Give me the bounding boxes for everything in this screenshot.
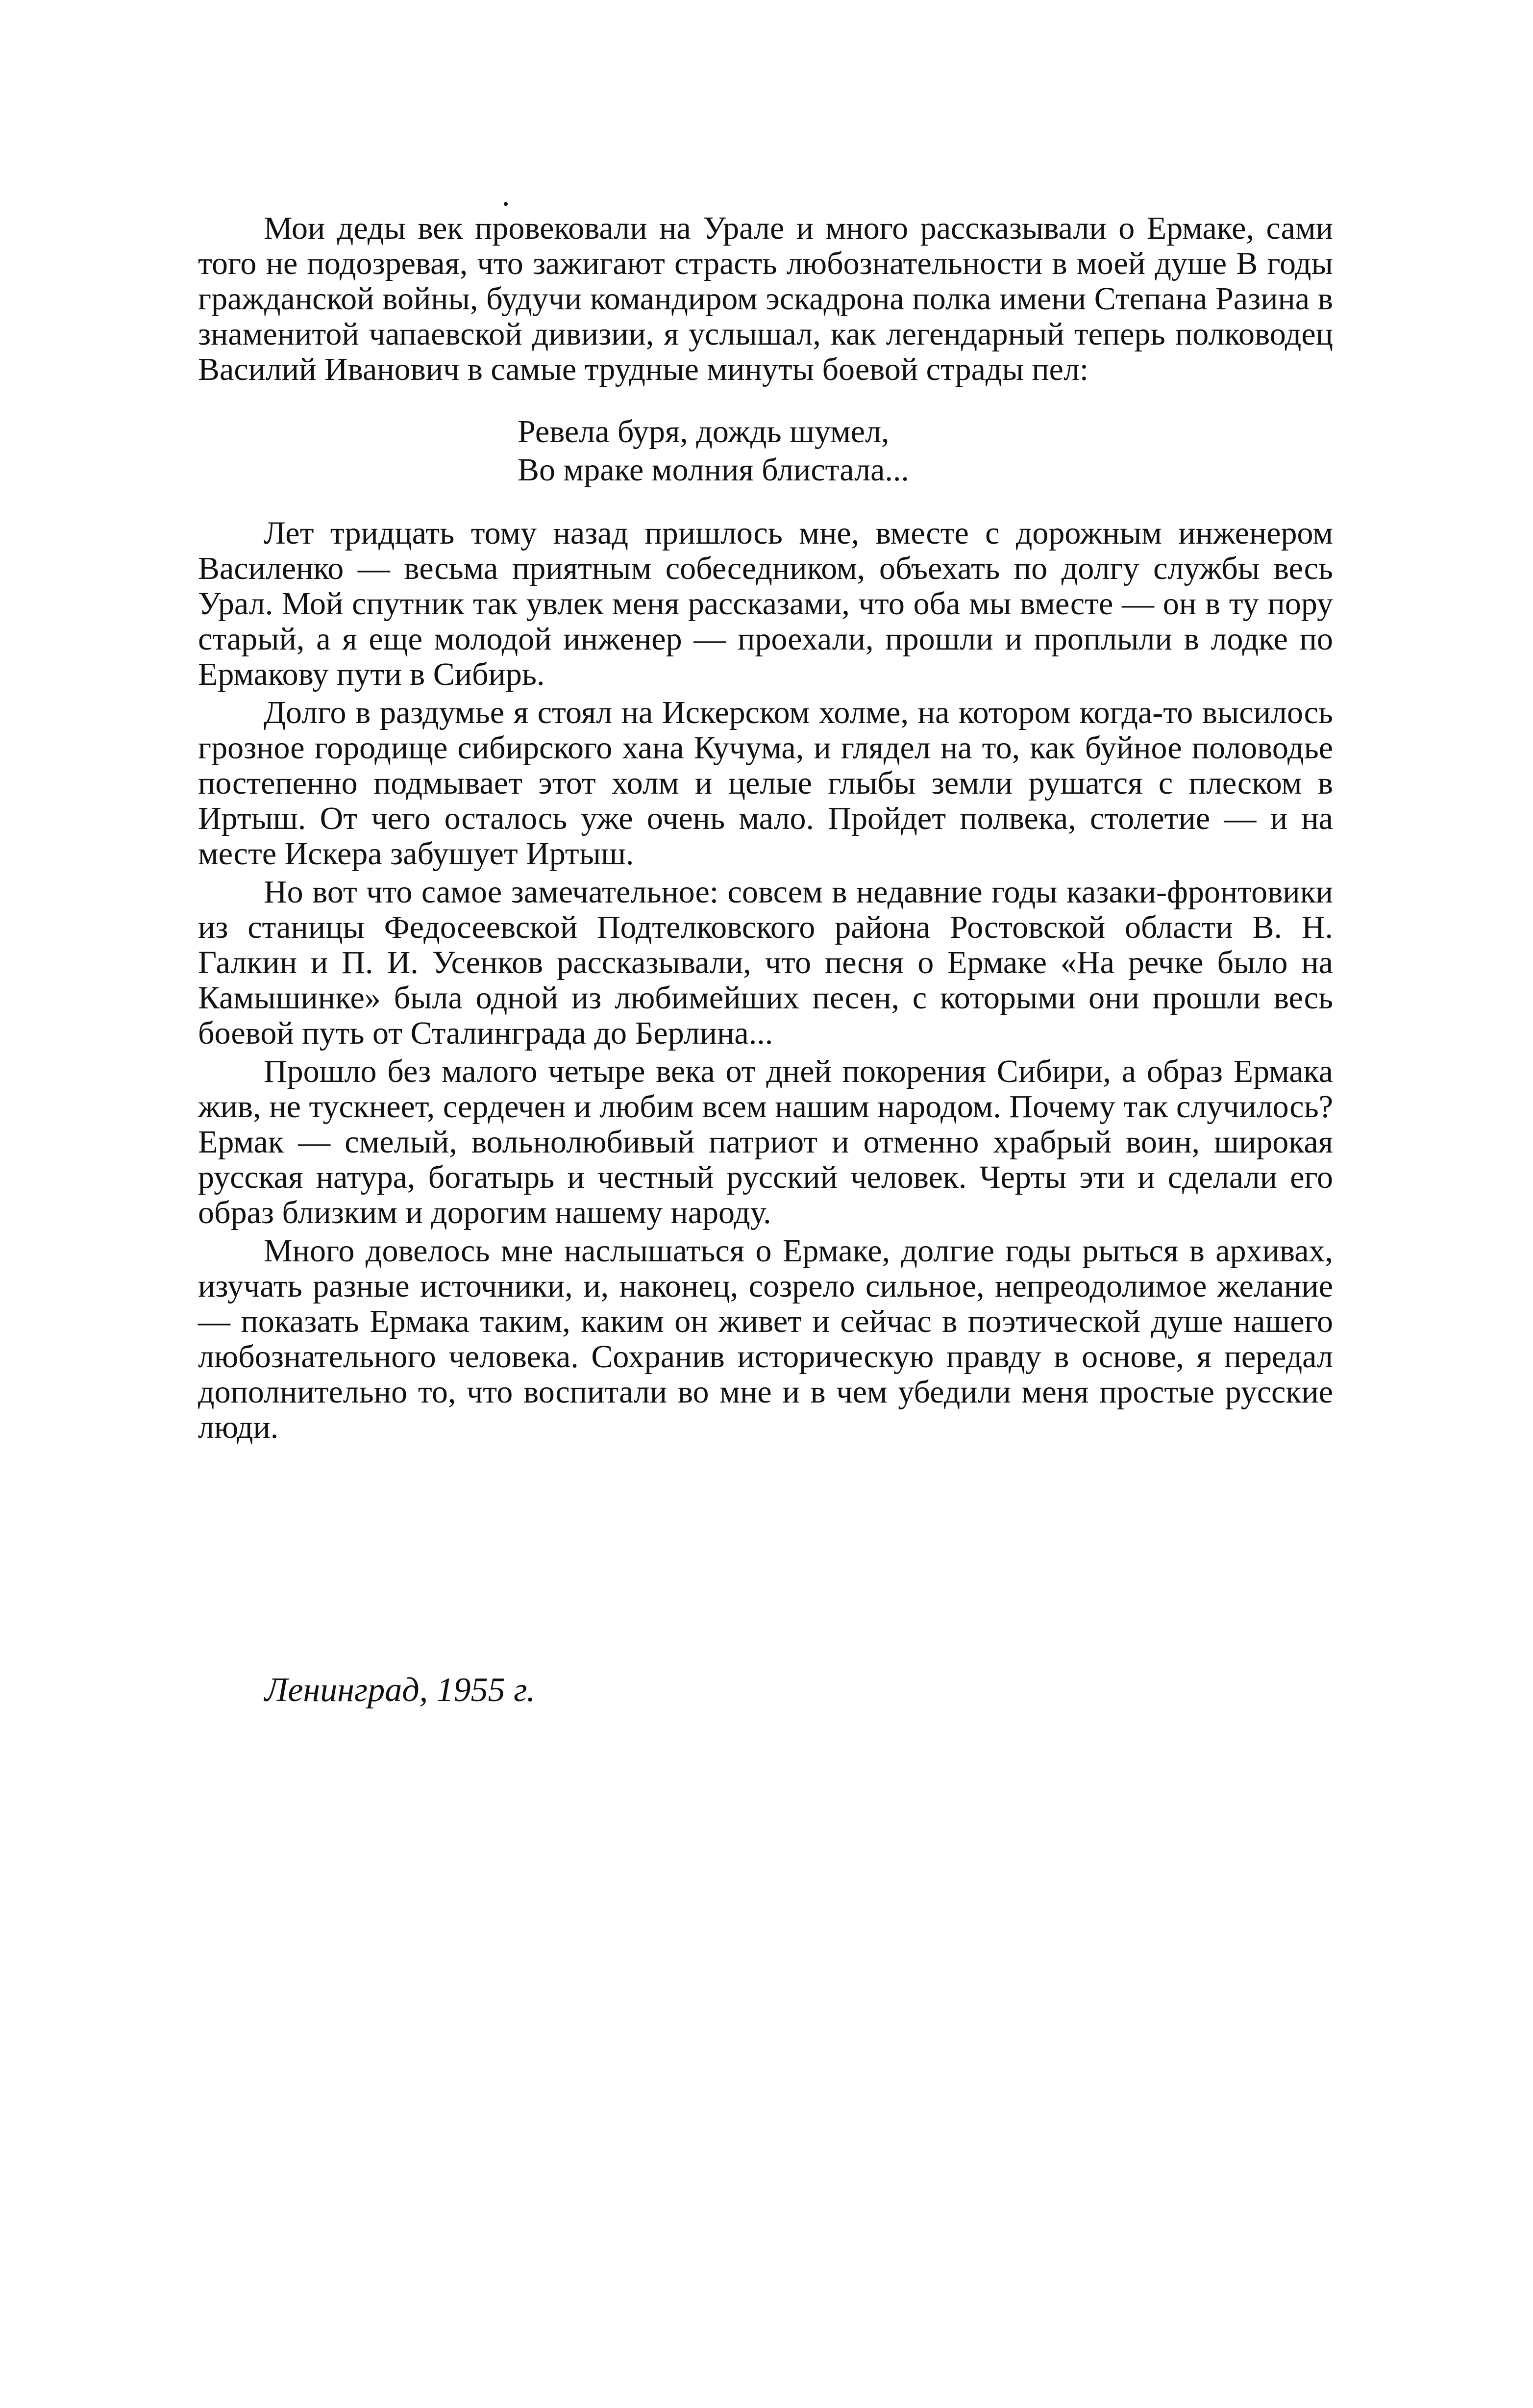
verse-quote: [518, 413, 1333, 489]
body-text: [198, 211, 1333, 1448]
paragraph-6: Много довелось мне наслышаться о Ермаке, долгие годы рыться в архивах, изучать разные источники, и, наконец, созрело сильное, непреодолимое желание — показать Ермака таким, каким он живет и сейчас в поэтической душе нашего любознательного человека. Сохранив историческую правду в основе, я передал дополнительно то, что воспитали во мне и в чем убедили меня простые русские люди.: [198, 1233, 1333, 1445]
paragraph-1: Мои деды век провековали на Урале и много рассказывали о Ермаке, сами того не подозревая, что зажигают страсть любознательности в моей душе В годы гражданской войны, будучи командиром эскадрона полка имени Степана Разина в знаменитой чапаевской дивизии, я услышал, как легендарный теперь полководец Василий Иванович в самые трудные минуты боевой страды пел:: [198, 210, 1333, 387]
paragraph-3: Долго в раздумье я стоял на Искерском холме, на котором когда-то высилось грозное городище сибирского хана Кучума, и глядел на то, как буйное половодье постепенно подмывает этот холм и целые глыбы земли рушатся с плеском в Иртыш. От чего осталось уже очень мало. Пройдет полвека, столетие — и на месте Искера забушует Иртыш.: [198, 695, 1333, 872]
verse-line-2: Во мраке молния блистала...: [518, 452, 909, 488]
place-date-signature: Ленинград, 1955 г.: [265, 1671, 536, 1709]
verse-line-1: Ревела буря, дождь шумел,: [518, 414, 890, 450]
paragraph-5: Прошло без малого четыре века от дней покорения Сибири, а образ Ермака жив, не тускнеет, сердечен и любим всем нашим народом. Почему так случилось? Ермак — смелый, вольнолюбивый патриот и отменно храбрый воин, широкая русская натура, богатырь и честный русский человек. Черты эти и сделали его образ близким и дорогим нашему народу.: [198, 1054, 1333, 1230]
paragraph-4: Но вот что самое замечательное: совсем в недавние годы казаки-фронтовики из станицы Федосеевской Подтелковского района Ростовской области В. Н. Галкин и П. И. Усенков рассказывали, что песня о Ермаке «На речке было на Камышинке» была одной из любимейших песен, с которыми они прошли весь боевой путь от Сталинграда до Берлина...: [198, 874, 1333, 1051]
paragraph-2: Лет тридцать тому назад пришлось мне, вместе с дорожным инженером Василенко — весьма приятным собеседником, объехать по долгу службы весь Урал. Мой спутник так увлек меня рассказами, что оба мы вместе — он в ту пору старый, а я еще молодой инженер — проехали, прошли и проплыли в лодке по Ермакову пути в Сибирь.: [198, 515, 1333, 692]
print-speck: [504, 202, 508, 206]
